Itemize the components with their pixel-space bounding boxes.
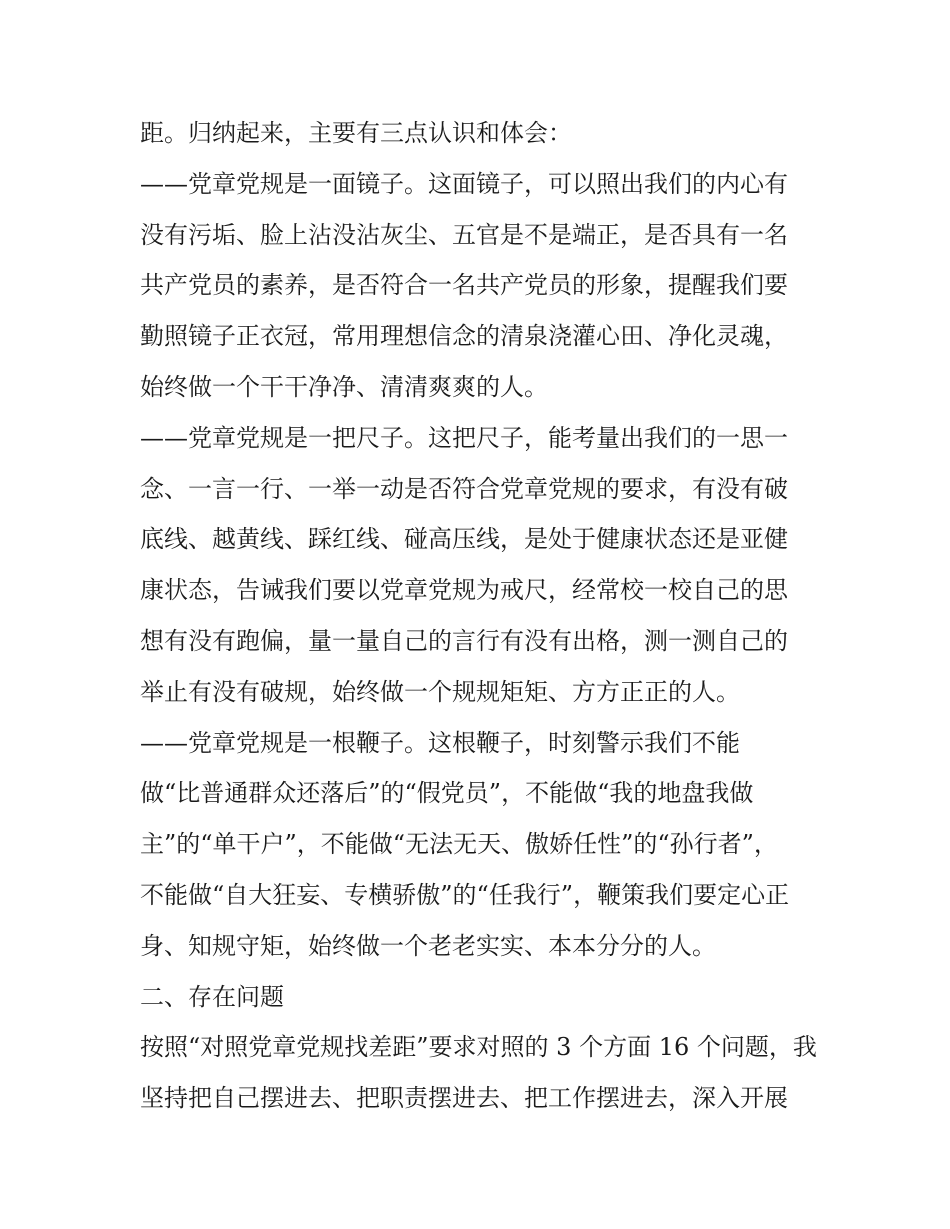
text-line: ——党章党规是一把尺子。这把尺子，能考量出我们的一思一 (140, 423, 788, 452)
text-line: ——党章党规是一根鞭子。这根鞭子，时刻警示我们不能 (140, 728, 740, 757)
text-line: 主”的“单干户”，不能做“无法无天、傲娇任性”的“孙行者”， (140, 830, 778, 859)
text-line: 按照“对照党章党规找差距”要求对照的 3 个方面 16 个问题，我 (140, 1033, 817, 1062)
text-line: 没有污垢、脸上沾没沾灰尘、五官是不是端正，是否具有一名 (140, 220, 788, 249)
text-line: 想有没有跑偏，量一量自己的言行有没有出格，测一测自己的 (140, 626, 788, 655)
text-line: 共产党员的素养，是否符合一名共产党员的形象，提醒我们要 (140, 271, 788, 300)
text-line: 底线、越黄线、踩红线、碰高压线，是处于健康状态还是亚健 (140, 525, 788, 554)
text-line: 勤照镜子正衣冠，常用理想信念的清泉浇灌心田、净化灵魂， (140, 322, 788, 351)
text-line: 身、知规守矩，始终做一个老老实实、本本分分的人。 (140, 931, 716, 960)
text-line: 始终做一个干干净净、清清爽爽的人。 (140, 372, 548, 401)
text-line: 不能做“自大狂妄、专横骄傲”的“任我行”，鞭策我们要定心正 (140, 880, 790, 909)
text-line: 距。归纳起来，主要有三点认识和体会： (140, 119, 572, 147)
text-line: 举止有没有破规，始终做一个规规矩矩、方方正正的人。 (140, 677, 740, 706)
text-line: ——党章党规是一面镜子。这面镜子，可以照出我们的内心有 (140, 169, 788, 198)
text-line: 坚持把自己摆进去、把职责摆进去、把工作摆进去，深入开展 (140, 1084, 788, 1113)
text-line: 康状态，告诫我们要以党章党规为戒尺，经常校一校自己的思 (140, 576, 788, 605)
text-line: 念、一言一行、一举一动是否符合党章党规的要求，有没有破 (140, 474, 788, 503)
document-body (140, 108, 820, 1124)
text-line: 做“比普通群众还落后”的“假党员”，不能做“我的地盘我做 (140, 779, 754, 808)
section-heading: 二、存在问题 (140, 982, 284, 1011)
